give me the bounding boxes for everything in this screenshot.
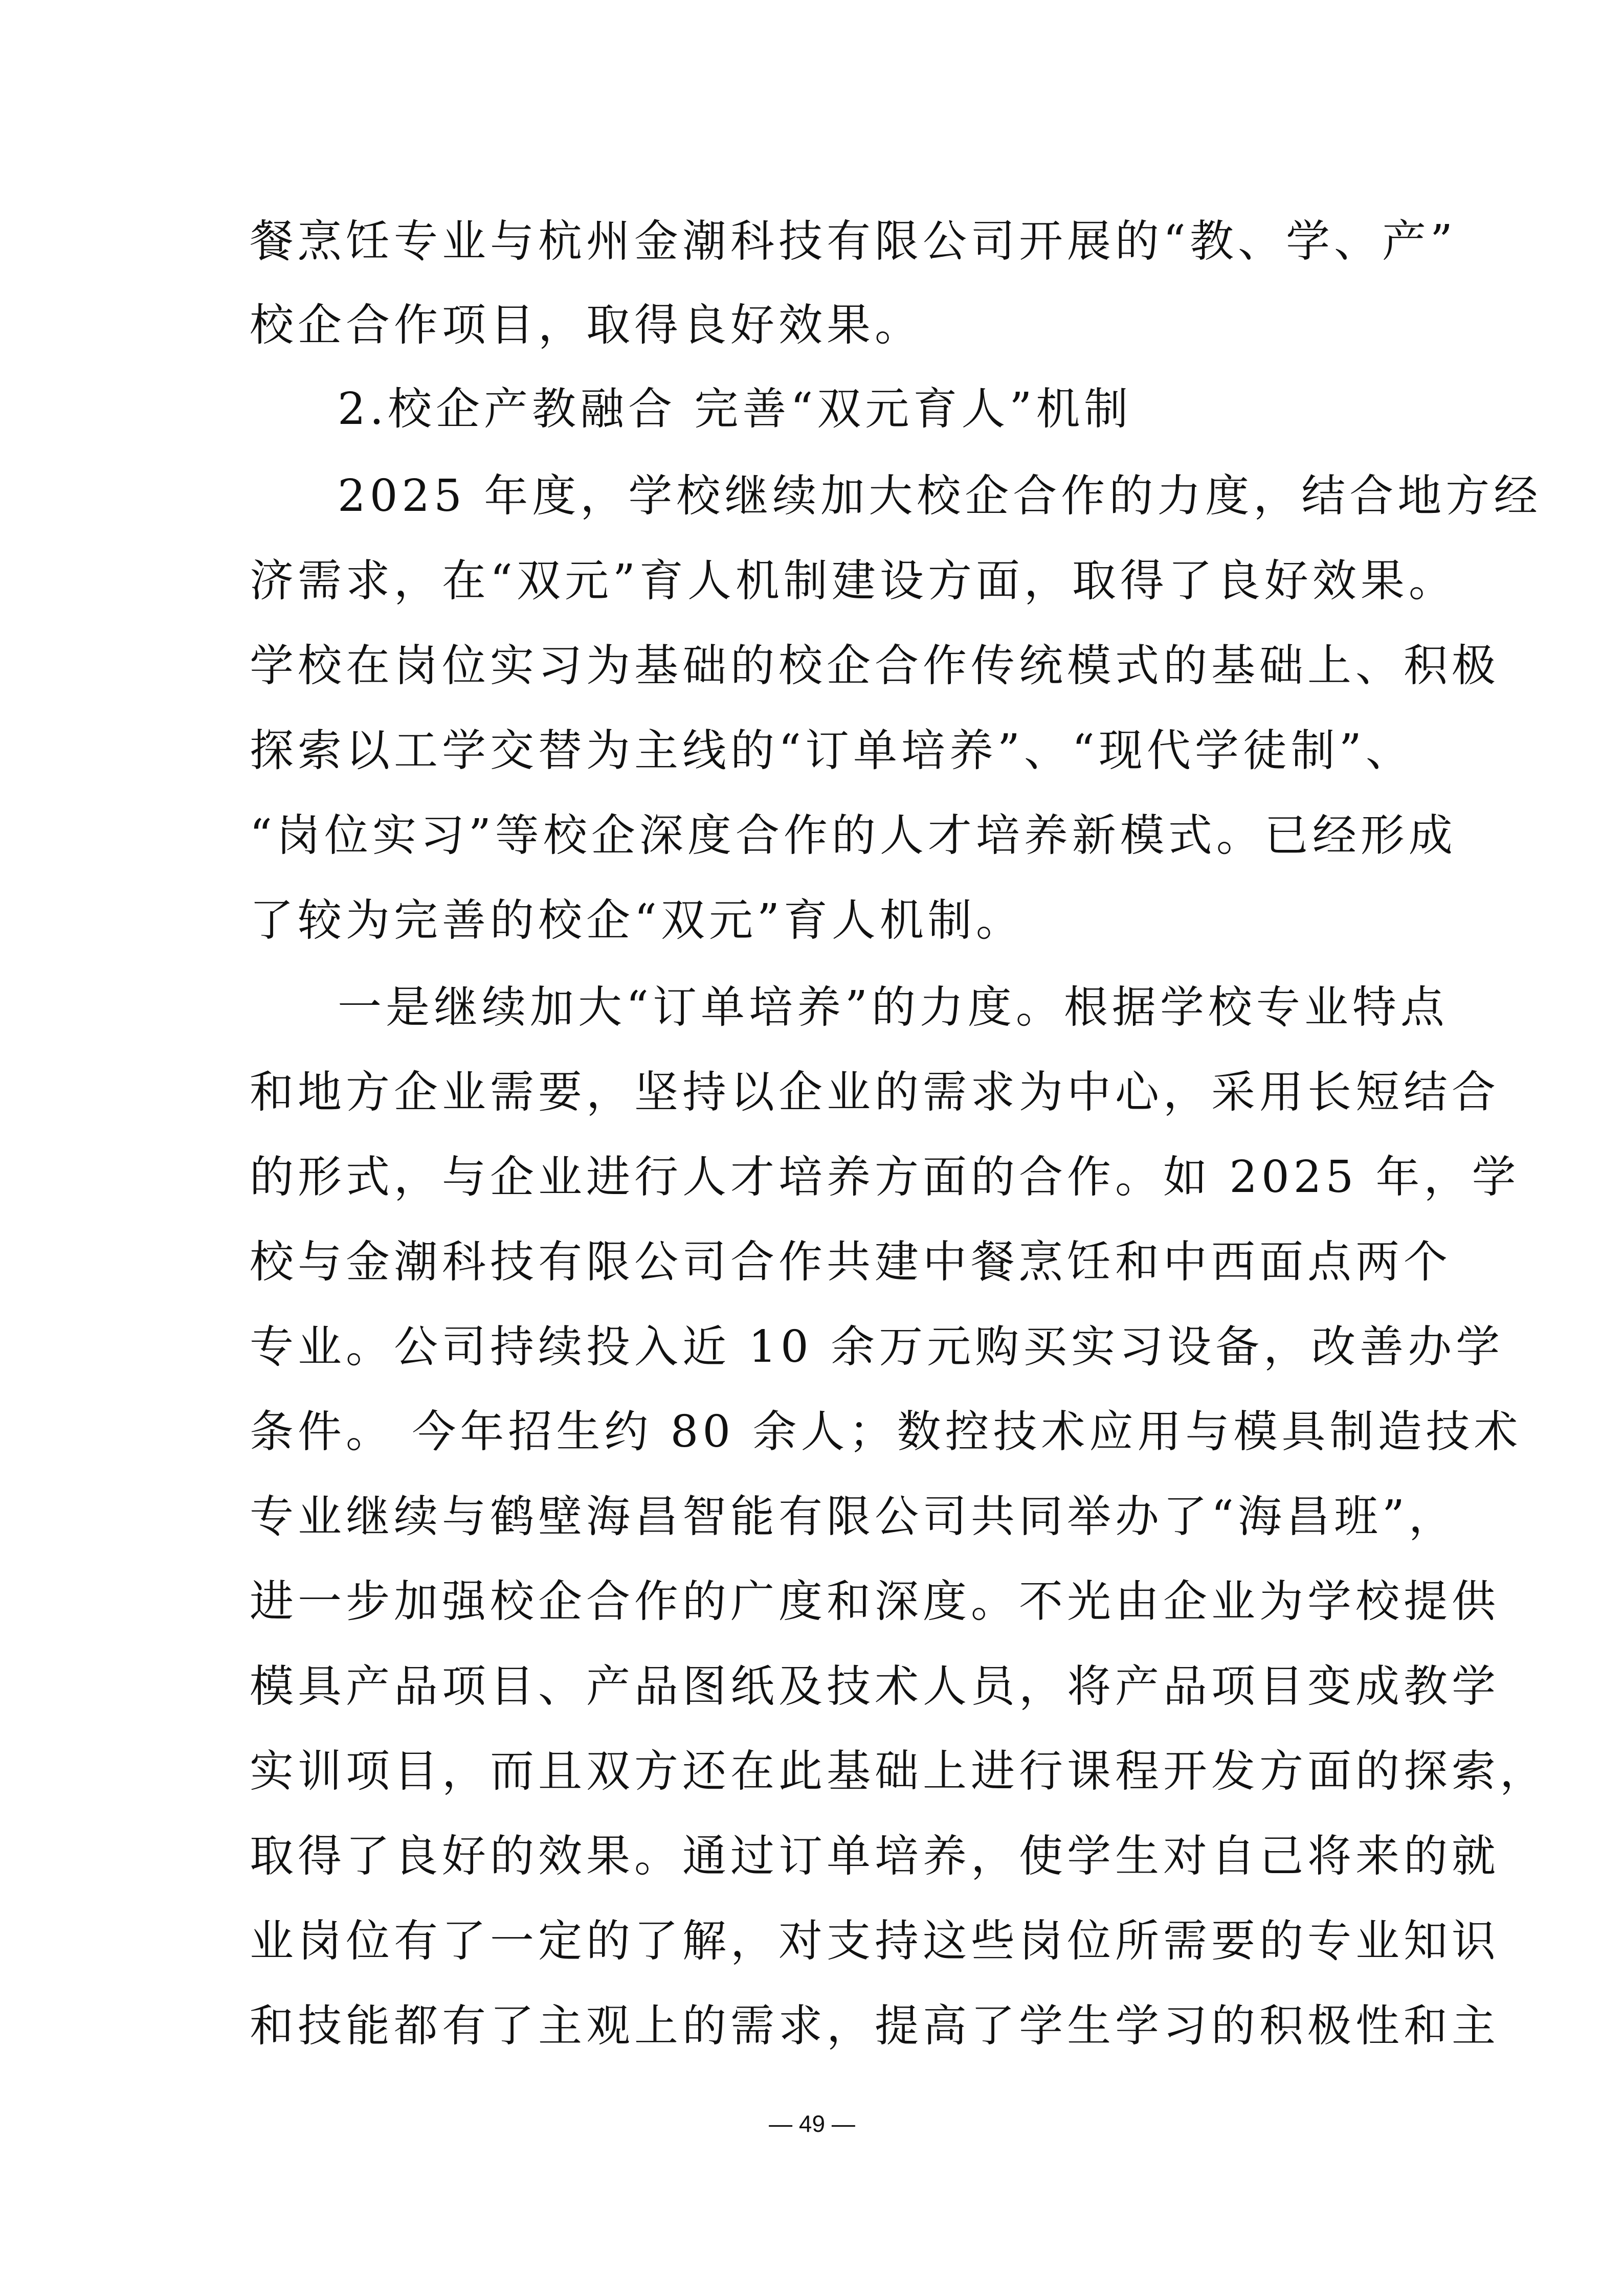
text-line-21: 业岗位有了一定的了解，对支持这些岗位所需要的专业知识	[250, 1916, 1500, 1967]
text-line-2: 校企合作项目，取得良好效果。	[250, 300, 923, 351]
text-line-12: 的形式，与企业进行人才培养方面的合作。如 2025 年，学	[250, 1152, 1520, 1203]
text-line-19: 实训项目，而且双方还在此基础上进行课程开发方面的探索，	[250, 1746, 1548, 1797]
text-line-11: 和地方企业需要，坚持以企业的需求为中心，采用长短结合	[250, 1067, 1500, 1118]
text-line-15: 条件。 今年招生约 80 余人；数控技术应用与模具制造技术	[250, 1406, 1522, 1457]
text-line-22: 和技能都有了主观上的需求，提高了学生学习的积极性和主	[250, 2000, 1500, 2052]
text-line-7: 探索以工学交替为主线的“订单培养”、“现代学徒制”、	[250, 725, 1414, 776]
text-line-9: 了较为完善的校企“双元”育人机制。	[250, 895, 1024, 946]
text-line-16: 专业继续与鹤壁海昌智能有限公司共同举办了“海昌班”，	[250, 1491, 1457, 1542]
text-line-6: 学校在岗位实习为基础的校企合作传统模式的基础上、积极	[250, 640, 1500, 691]
text-line-14: 专业。公司持续投入近 10 余万元购买实习设备，改善办学	[250, 1321, 1504, 1372]
text-line-5: 济需求，在“双元”育人机制建设方面，取得了良好效果。	[250, 555, 1457, 606]
text-line-1: 餐烹饪专业与杭州金潮科技有限公司开展的“教、学、产”	[250, 216, 1457, 267]
page-number: — 49 —	[769, 2110, 855, 2137]
text-line-20: 取得了良好的效果。通过订单培养，使学生对自己将来的就	[250, 1831, 1500, 1882]
text-line-17: 进一步加强校企合作的广度和深度。不光由企业为学校提供	[250, 1576, 1500, 1627]
text-line-10: 一是继续加大“订单培养”的力度。根据学校专业特点	[338, 982, 1449, 1033]
text-line-13: 校与金潮科技有限公司合作共建中餐烹饪和中西面点两个	[250, 1236, 1452, 1288]
text-line-4: 2025 年度，学校继续加大校企合作的力度，结合地方经	[338, 470, 1542, 522]
text-line-8: “岗位实习”等校企深度合作的人才培养新模式。已经形成	[250, 810, 1457, 861]
text-line-18: 模具产品项目、产品图纸及技术人员，将产品项目变成教学	[250, 1661, 1500, 1712]
section-heading: 2.校企产教融合 完善“双元育人”机制	[338, 384, 1132, 435]
